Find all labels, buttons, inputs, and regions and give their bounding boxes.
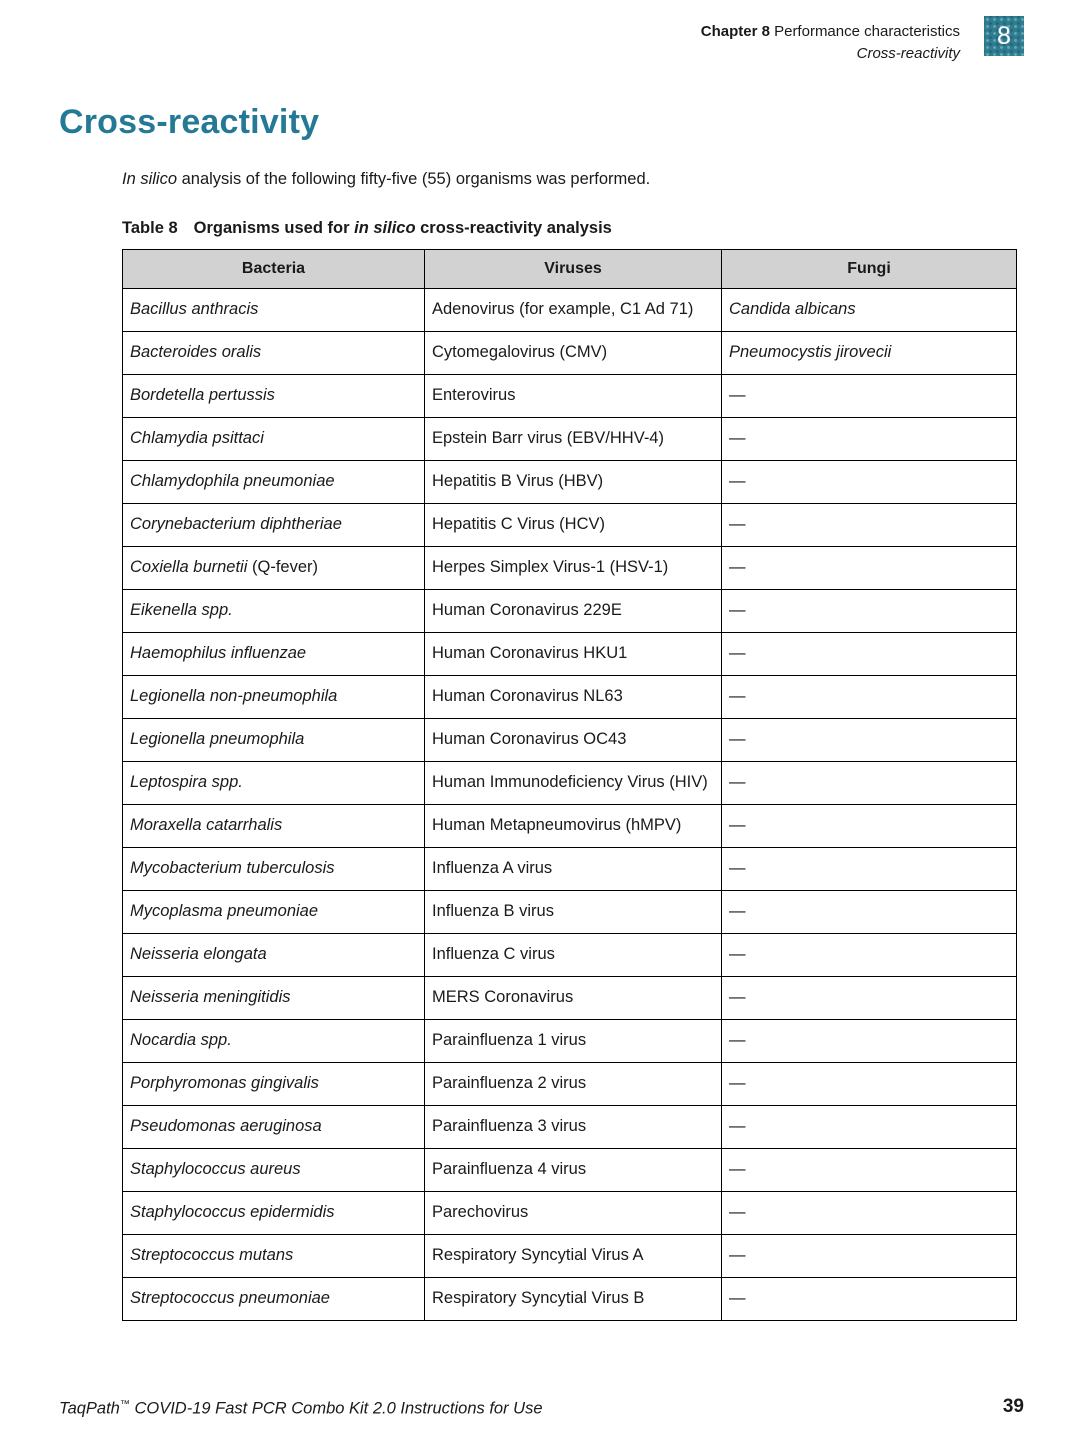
bacteria-cell	[123, 375, 425, 418]
intro-rest-text: analysis of the following fifty-five (55) organisms was performed.	[177, 170, 651, 188]
virus-cell: Human Coronavirus 229E	[425, 590, 722, 633]
fungi-cell: —	[722, 504, 1017, 547]
page-footer	[59, 1396, 1024, 1418]
bacteria-cell	[123, 848, 425, 891]
table-caption-text	[194, 219, 612, 237]
intro-italic-text: In silico	[122, 170, 178, 188]
table-row	[123, 547, 1017, 590]
table-row	[123, 633, 1017, 676]
bacteria-cell	[123, 590, 425, 633]
virus-cell: Human Metapneumovirus (hMPV)	[425, 805, 722, 848]
document-title-name: TaqPath	[59, 1399, 120, 1417]
page-title: Cross-reactivity	[59, 103, 320, 141]
table-row	[123, 590, 1017, 633]
bacteria-name: Bacillus anthracis	[130, 300, 259, 318]
bacteria-name: Eikenella spp.	[130, 601, 233, 619]
organism-table-body	[123, 289, 1017, 1321]
chapter-heading	[701, 21, 960, 43]
table-row	[123, 375, 1017, 418]
virus-cell: Respiratory Syncytial Virus B	[425, 1278, 722, 1321]
fungi-cell: —	[722, 977, 1017, 1020]
fungi-cell: —	[722, 1235, 1017, 1278]
bacteria-name: Chlamydia psittaci	[130, 429, 264, 447]
chapter-number-badge: 8	[984, 16, 1024, 56]
fungi-cell: —	[722, 1278, 1017, 1321]
page-number: 39	[1002, 1396, 1024, 1417]
fungi-cell: —	[722, 676, 1017, 719]
table-caption-label: Table 8	[122, 219, 178, 237]
main-content	[122, 168, 1016, 1321]
fungi-cell: —	[722, 891, 1017, 934]
table-row	[123, 1149, 1017, 1192]
bacteria-cell	[123, 891, 425, 934]
virus-cell: Human Coronavirus HKU1	[425, 633, 722, 676]
column-header-viruses: Viruses	[425, 250, 722, 289]
table-row	[123, 762, 1017, 805]
fungi-cell: —	[722, 848, 1017, 891]
virus-cell: Human Coronavirus OC43	[425, 719, 722, 762]
fungi-cell: —	[722, 1149, 1017, 1192]
bacteria-cell	[123, 719, 425, 762]
bacteria-cell	[123, 547, 425, 590]
bacteria-name: Nocardia spp.	[130, 1031, 232, 1049]
fungi-cell: —	[722, 418, 1017, 461]
fungi-cell: —	[722, 590, 1017, 633]
bacteria-cell	[123, 633, 425, 676]
column-header-bacteria: Bacteria	[123, 250, 425, 289]
table-row	[123, 676, 1017, 719]
virus-cell: Herpes Simplex Virus-1 (HSV-1)	[425, 547, 722, 590]
fungi-cell: —	[722, 633, 1017, 676]
bacteria-cell	[123, 418, 425, 461]
fungi-cell: —	[722, 805, 1017, 848]
bacteria-name: Legionella non-pneumophila	[130, 687, 338, 705]
bacteria-name: Mycoplasma pneumoniae	[130, 902, 319, 920]
table-header-row	[123, 250, 1017, 289]
bacteria-cell	[123, 332, 425, 375]
document-title-rest: COVID-19 Fast PCR Combo Kit 2.0 Instructions for Use	[129, 1399, 543, 1417]
bacteria-name: Mycobacterium tuberculosis	[130, 859, 335, 877]
fungi-name: Candida albicans	[729, 300, 856, 318]
bacteria-name: Bordetella pertussis	[130, 386, 275, 404]
bacteria-name: Corynebacterium diphtheriae	[130, 515, 342, 533]
bacteria-name: Neisseria elongata	[130, 945, 267, 963]
fungi-cell: —	[722, 1063, 1017, 1106]
section-label: Cross-reactivity	[856, 45, 960, 62]
chapter-label: Chapter 8	[700, 23, 770, 40]
bacteria-cell	[123, 461, 425, 504]
intro-paragraph	[122, 168, 1016, 191]
table-row	[123, 719, 1017, 762]
table-row	[123, 1192, 1017, 1235]
table-row	[123, 1235, 1017, 1278]
bacteria-name: Coxiella burnetii	[130, 558, 248, 576]
bacteria-cell	[123, 1192, 425, 1235]
virus-cell: Parainfluenza 1 virus	[425, 1020, 722, 1063]
bacteria-name: Leptospira spp.	[130, 773, 243, 791]
virus-cell: Parainfluenza 4 virus	[425, 1149, 722, 1192]
header-text	[701, 16, 960, 65]
bacteria-cell	[123, 805, 425, 848]
table-row	[123, 934, 1017, 977]
virus-cell: Influenza A virus	[425, 848, 722, 891]
bacteria-name: Staphylococcus aureus	[130, 1160, 301, 1178]
fungi-cell	[722, 332, 1017, 375]
fungi-cell: —	[722, 934, 1017, 977]
organism-table	[122, 249, 1017, 1321]
fungi-cell: —	[722, 762, 1017, 805]
virus-cell: Human Coronavirus NL63	[425, 676, 722, 719]
virus-cell: Enterovirus	[425, 375, 722, 418]
table-row	[123, 1063, 1017, 1106]
table-row	[123, 418, 1017, 461]
bacteria-name: Moraxella catarrhalis	[130, 816, 283, 834]
fungi-cell: —	[722, 375, 1017, 418]
table-row	[123, 891, 1017, 934]
bacteria-cell	[123, 1106, 425, 1149]
bacteria-cell	[123, 1149, 425, 1192]
fungi-cell: —	[722, 547, 1017, 590]
bacteria-name: Porphyromonas gingivalis	[130, 1074, 319, 1092]
table-row	[123, 848, 1017, 891]
bacteria-cell	[123, 289, 425, 332]
bacteria-cell	[123, 977, 425, 1020]
trademark-symbol: ™	[119, 1398, 130, 1410]
table-row	[123, 1278, 1017, 1321]
virus-cell: Cytomegalovirus (CMV)	[425, 332, 722, 375]
bacteria-cell	[123, 1063, 425, 1106]
bacteria-cell	[123, 504, 425, 547]
bacteria-cell	[123, 934, 425, 977]
virus-cell: Human Immunodeficiency Virus (HIV)	[425, 762, 722, 805]
page-header	[701, 16, 1024, 65]
virus-cell: Hepatitis C Virus (HCV)	[425, 504, 722, 547]
bacteria-name: Chlamydophila pneumoniae	[130, 472, 335, 490]
fungi-cell: —	[722, 1192, 1017, 1235]
table-caption-pre: Organisms used for	[193, 219, 355, 237]
fungi-cell	[722, 289, 1017, 332]
table-row	[123, 504, 1017, 547]
table-row	[123, 805, 1017, 848]
bacteria-name: Haemophilus influenzae	[130, 644, 307, 662]
table-caption-italic: in silico	[354, 219, 416, 237]
table-row	[123, 977, 1017, 1020]
virus-cell: Parechovirus	[425, 1192, 722, 1235]
column-header-fungi: Fungi	[722, 250, 1017, 289]
fungi-cell: —	[722, 719, 1017, 762]
table-row	[123, 1020, 1017, 1063]
virus-cell: Respiratory Syncytial Virus A	[425, 1235, 722, 1278]
chapter-title: Performance characteristics	[774, 23, 960, 40]
fungi-name: Pneumocystis jirovecii	[729, 343, 892, 361]
virus-cell: Hepatitis B Virus (HBV)	[425, 461, 722, 504]
table-caption-post: cross-reactivity analysis	[415, 219, 612, 237]
virus-cell: Parainfluenza 3 virus	[425, 1106, 722, 1149]
bacteria-name: Streptococcus mutans	[130, 1246, 294, 1264]
bacteria-note: (Q-fever)	[247, 558, 318, 576]
bacteria-name: Neisseria meningitidis	[130, 988, 291, 1006]
table-caption	[122, 219, 1016, 238]
fungi-cell: —	[722, 1020, 1017, 1063]
table-row	[123, 1106, 1017, 1149]
virus-cell: Influenza B virus	[425, 891, 722, 934]
virus-cell: Adenovirus (for example, C1 Ad 71)	[425, 289, 722, 332]
virus-cell: Influenza C virus	[425, 934, 722, 977]
bacteria-cell	[123, 676, 425, 719]
bacteria-name: Streptococcus pneumoniae	[130, 1289, 330, 1307]
table-row	[123, 461, 1017, 504]
document-title	[59, 1399, 543, 1419]
table-row	[123, 289, 1017, 332]
virus-cell: MERS Coronavirus	[425, 977, 722, 1020]
bacteria-name: Legionella pneumophila	[130, 730, 305, 748]
table-row	[123, 332, 1017, 375]
virus-cell: Epstein Barr virus (EBV/HHV-4)	[425, 418, 722, 461]
bacteria-cell	[123, 1278, 425, 1321]
fungi-cell: —	[722, 461, 1017, 504]
fungi-cell: —	[722, 1106, 1017, 1149]
bacteria-name: Staphylococcus epidermidis	[130, 1203, 335, 1221]
bacteria-cell	[123, 762, 425, 805]
bacteria-name: Bacteroides oralis	[130, 343, 262, 361]
bacteria-name: Pseudomonas aeruginosa	[130, 1117, 322, 1135]
virus-cell: Parainfluenza 2 virus	[425, 1063, 722, 1106]
bacteria-cell	[123, 1235, 425, 1278]
bacteria-cell	[123, 1020, 425, 1063]
